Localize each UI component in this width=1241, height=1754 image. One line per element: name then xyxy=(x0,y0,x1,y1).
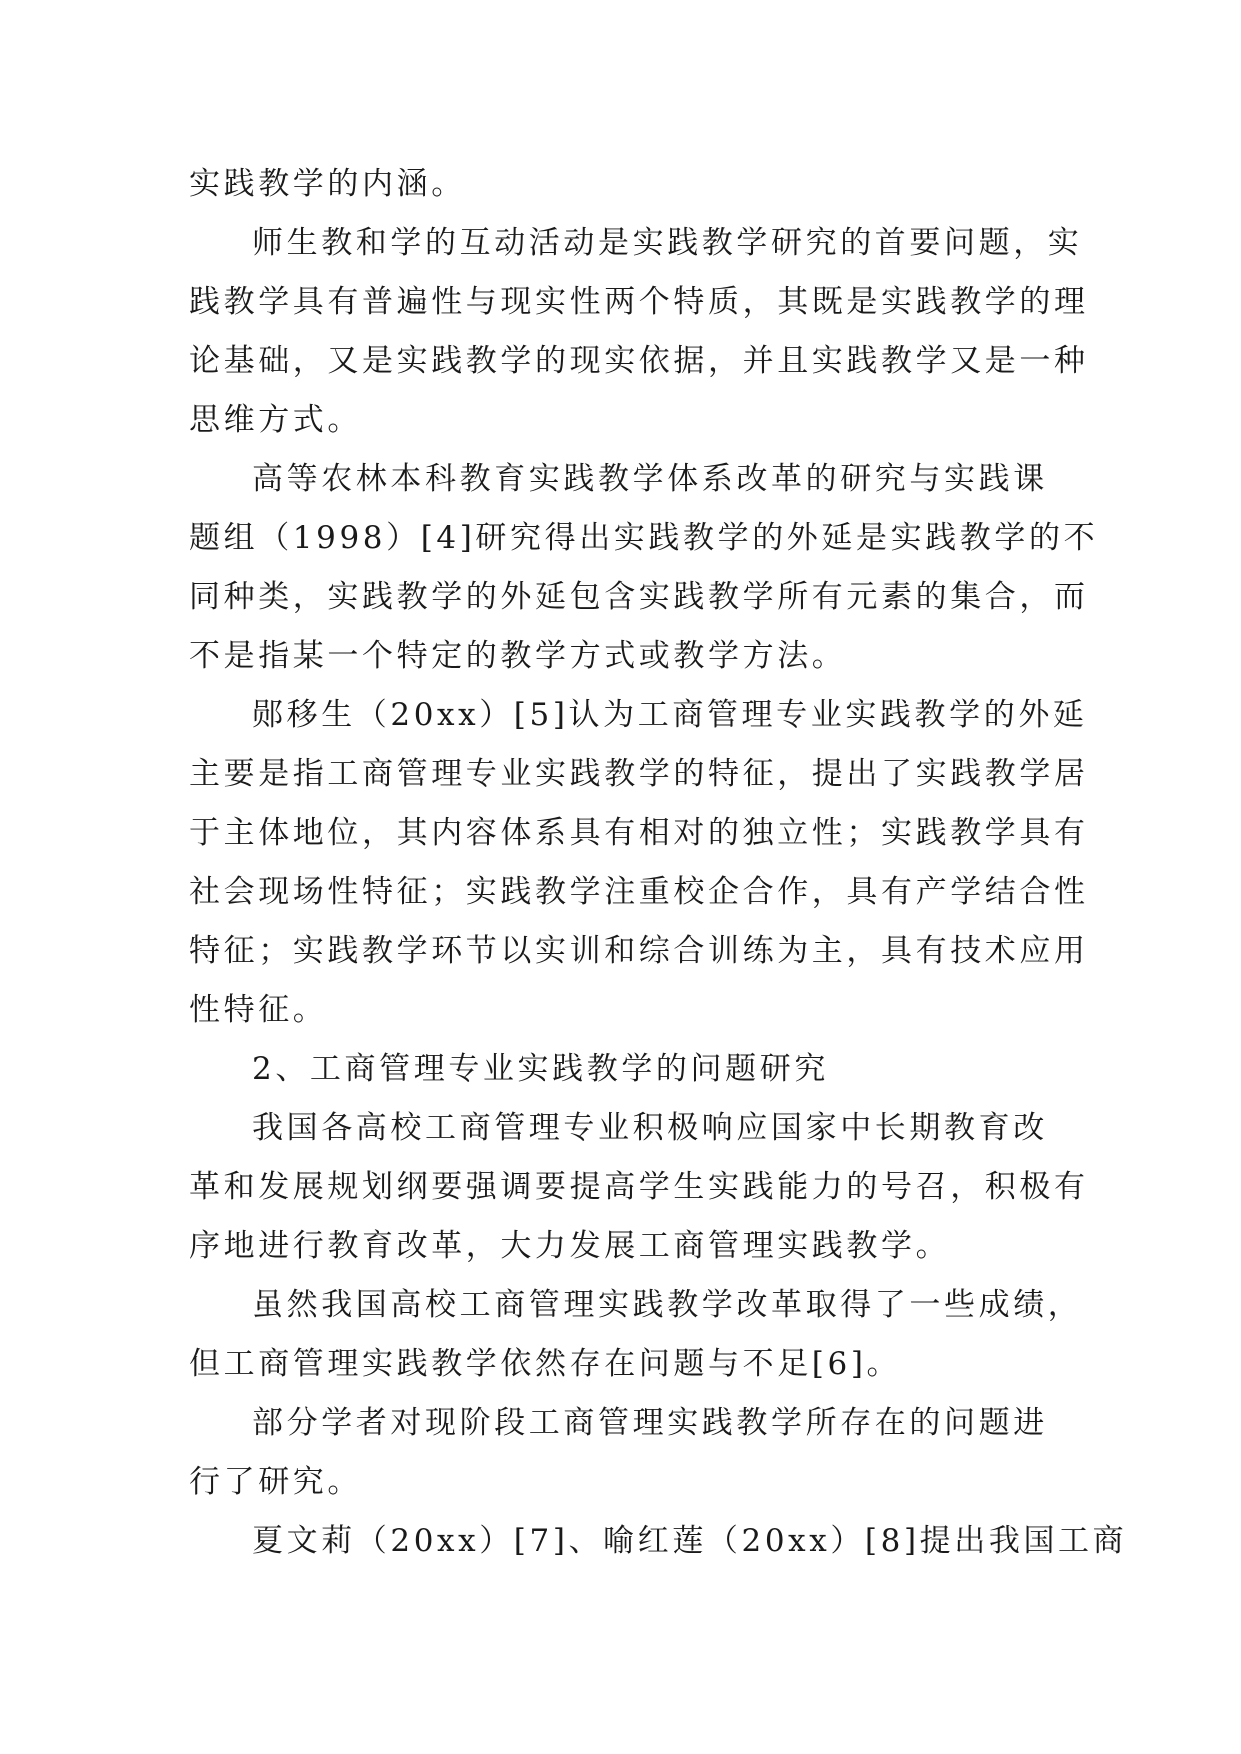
text-line: 特征；实践教学环节以实训和综合训练为主，具有技术应用 xyxy=(189,933,1089,969)
text-line: 但工商管理实践教学依然存在问题与不足[6]。 xyxy=(189,1346,902,1382)
paragraph-start-line: 虽然我国高校工商管理实践教学改革取得了一些成绩， xyxy=(252,1287,1083,1323)
text-line: 性特征。 xyxy=(189,992,328,1028)
body-text xyxy=(189,155,1128,1571)
text-line: 行了研究。 xyxy=(189,1464,362,1500)
text-line: 题组（1998）[4]研究得出实践教学的外延是实践教学的不 xyxy=(189,520,1099,556)
paragraph-start-line: 郧移生（20xx）[5]认为工商管理专业实践教学的外延 xyxy=(252,697,1088,733)
text-line: 于主体地位，其内容体系具有相对的独立性；实践教学具有 xyxy=(189,815,1089,851)
paragraph-start-line: 我国各高校工商管理专业积极响应国家中长期教育改 xyxy=(252,1110,1048,1146)
text-line: 序地进行教育改革，大力发展工商管理实践教学。 xyxy=(189,1228,951,1264)
text-line: 主要是指工商管理专业实践教学的特征，提出了实践教学居 xyxy=(189,756,1089,792)
paragraph-start-line: 部分学者对现阶段工商管理实践教学所存在的问题进 xyxy=(252,1405,1048,1441)
text-line: 论基础，又是实践教学的现实依据，并且实践教学又是一种 xyxy=(189,343,1089,379)
text-line: 社会现场性特征；实践教学注重校企合作，具有产学结合性 xyxy=(189,874,1089,910)
paragraph-start-line: 师生教和学的互动活动是实践教学研究的首要问题，实 xyxy=(252,225,1083,261)
paragraph-start-line: 夏文莉（20xx）[7]、喻红莲（20xx）[8]提出我国工商 xyxy=(252,1523,1128,1559)
text-line: 践教学具有普遍性与现实性两个特质，其既是实践教学的理 xyxy=(189,284,1089,320)
text-line: 实践教学的内涵。 xyxy=(189,166,466,202)
text-line: 革和发展规划纲要强调要提高学生实践能力的号召，积极有 xyxy=(189,1169,1089,1205)
text-line: 不是指某一个特定的教学方式或教学方法。 xyxy=(189,638,847,674)
paragraph-start-line: 高等农林本科教育实践教学体系改革的研究与实践课 xyxy=(252,461,1048,497)
section-heading: 2、工商管理专业实践教学的问题研究 xyxy=(252,1051,829,1087)
text-line: 同种类，实践教学的外延包含实践教学所有元素的集合，而 xyxy=(189,579,1089,615)
text-line: 思维方式。 xyxy=(189,402,362,438)
